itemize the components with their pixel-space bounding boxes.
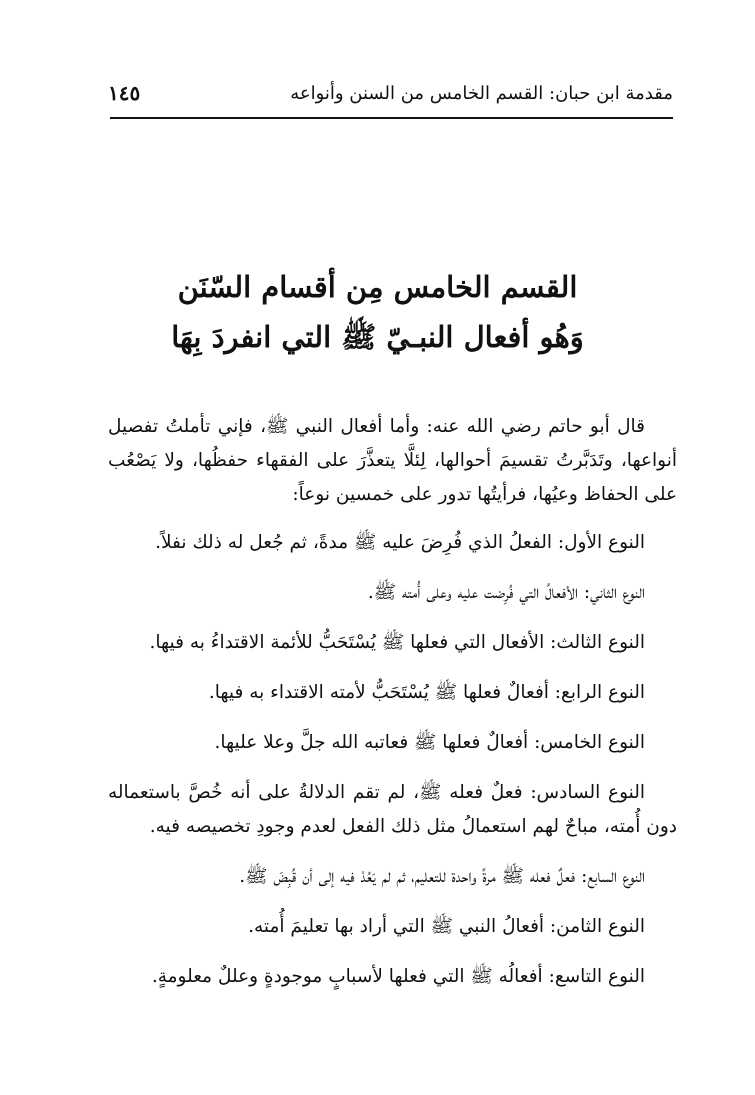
- type-item-5: النوع الخامس: أفعالٌ فعلها ﷺ فعاتبه الله جلَّ وعلا عليها.: [214, 732, 645, 753]
- type-item-7: النوع السابع: فعلٌ فعله ﷺ مرةً واحدة للتعليم، ثم لم يَعُدْ فيه إلى أن قُبِضَ ﷺ.: [239, 866, 645, 887]
- type-item-3: النوع الثالث: الأفعال التي فعلها ﷺ يُسْتَحَبُّ للأئمة الاقتداءُ به فيها.: [149, 632, 645, 653]
- type-item-6: النوع السادس: فعلٌ فعله ﷺ، لم تقم الدلالةُ على أنه خُصَّ باستعماله دون أُمته، مباحٌ لهم استعمالُ مثل ذلك الفعل لعدم وجودِ تخصيصه فيه.: [108, 782, 677, 837]
- chapter-title: [100, 262, 655, 362]
- type-item-1: النوع الأول: الفعلُ الذي فُرِضَ عليه ﷺ مدةً، ثم جُعل له ذلك نفلاً.: [155, 532, 645, 553]
- header-rule: [110, 117, 673, 119]
- type-item-2: النوع الثاني: الأفعالُ التي فُرِضت عليه وعلى أُمته ﷺ.: [367, 582, 645, 603]
- body-text: [108, 410, 677, 1010]
- page-number: ١٤٥: [108, 81, 141, 105]
- intro-paragraph: قال أبو حاتم رضي الله عنه: وأما أفعال النبي ﷺ، فإني تأملتُ تفصيل أنواعها، وتَدَبَّرتُ تقسيمَ أحوالها، لِئلَّا يتعذَّرَ على الفقهاء حفظُها، ولا يَصْعُب على الحفاظ وعيُها، فرأيتُها تدور على خمسين نوعاً:: [108, 416, 677, 505]
- chapter-title-line-1: القسم الخامس مِن أقسام السّنَن: [177, 270, 578, 304]
- chapter-title-line-2: وَهُو أفعال النبـيّ ﷺ التي انفردَ بِهَا: [171, 320, 584, 354]
- type-item-9: النوع التاسع: أفعالُه ﷺ التي فعلها لأسبابٍ موجودةٍ وعللٌ معلومةٍ.: [151, 966, 645, 987]
- running-title: مقدمة ابن حبان: القسم الخامس من السنن وأنواعه: [290, 82, 673, 104]
- type-item-8: النوع الثامن: أفعالُ النبي ﷺ التي أراد بها تعليمَ أُمته.: [248, 916, 645, 937]
- type-item-4: النوع الرابع: أفعالٌ فعلها ﷺ يُسْتَحَبُّ لأمته الاقتداء به فيها.: [208, 682, 645, 703]
- running-header: [108, 78, 673, 108]
